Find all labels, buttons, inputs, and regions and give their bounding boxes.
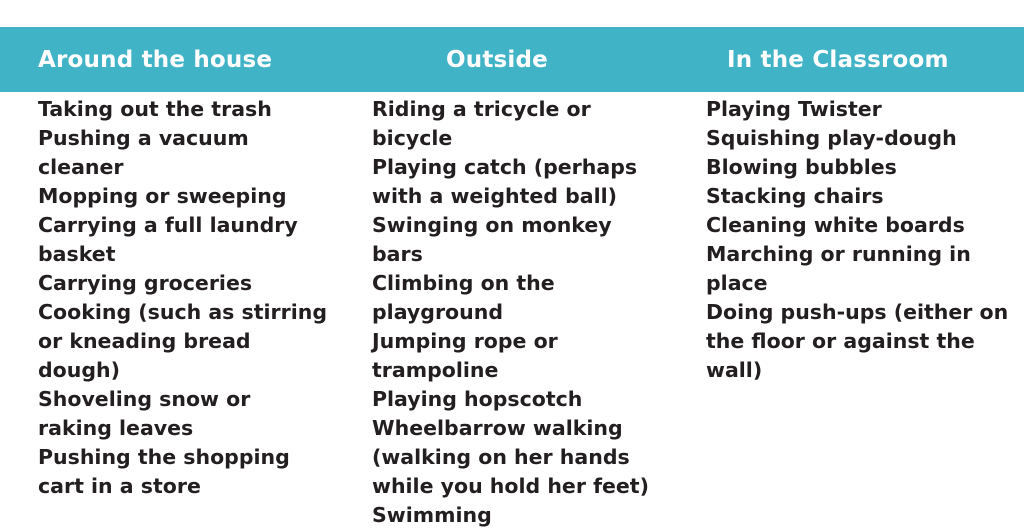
list-item: Playing catch (perhaps with a weighted ball) [372, 155, 638, 208]
column-in-the-classroom [672, 92, 1024, 385]
list-item: Pushing the shopping cart in a store [38, 445, 290, 498]
list-item: Marching or running in place [706, 242, 971, 295]
list-item: Playing Twister [706, 97, 882, 121]
list-item: Blowing bubbles [706, 155, 897, 179]
list-item: Pushing a vacuum cleaner [38, 126, 249, 179]
list-item: Shoveling snow or raking leaves [38, 387, 251, 440]
list-item: Climbing on the playground [372, 271, 555, 324]
column-around-the-house [0, 92, 336, 501]
list-item: Wheelbarrow walking (walking on her hands while you hold her feet) [372, 416, 649, 498]
column-header-in-the-classroom: In the Classroom [727, 46, 949, 73]
list-item: Squishing play-dough [706, 126, 957, 150]
list-item: Carrying groceries [38, 271, 253, 295]
table-body [0, 92, 1024, 530]
list-item: Playing hopscotch [372, 387, 583, 411]
table-header-row [0, 27, 1024, 92]
list-item: Doing push-ups (either on the floor or against the wall) [706, 300, 1009, 382]
list-item: Cleaning white boards [706, 213, 965, 237]
list-item: Stacking chairs [706, 184, 884, 208]
column-outside [336, 92, 672, 530]
list-item: Carrying a full laundry basket [38, 213, 298, 266]
list-item: Cooking (such as stirring or kneading bread dough) [38, 300, 328, 382]
list-item: Swinging on monkey bars [372, 213, 612, 266]
list-item: Jumping rope or trampoline [372, 329, 558, 382]
column-header-around-the-house: Around the house [38, 46, 273, 73]
column-header-outside: Outside [446, 46, 548, 73]
list-item: Riding a tricycle or bicycle [372, 97, 591, 150]
list-item: Swimming [372, 503, 492, 527]
list-item: Taking out the trash [38, 97, 272, 121]
list-item: Mopping or sweeping [38, 184, 287, 208]
